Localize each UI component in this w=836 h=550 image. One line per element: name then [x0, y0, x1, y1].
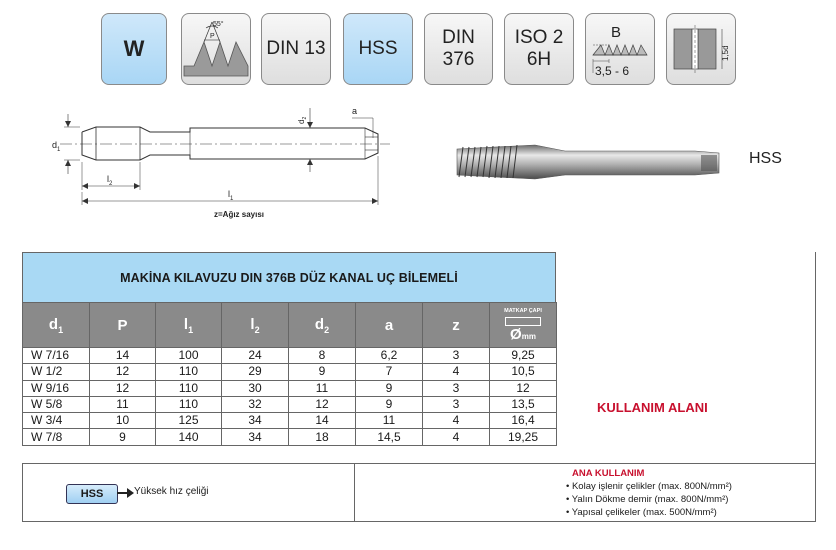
photo-label: HSS — [749, 150, 782, 167]
header-l1: $l_1$ — [156, 303, 222, 348]
badge-din13 — [261, 13, 331, 85]
header-a: a — [356, 303, 423, 348]
chamfer-type: B — [611, 24, 622, 41]
depth-icon — [668, 15, 734, 83]
table-cell: 12 — [289, 396, 356, 412]
table-cell: 9 — [356, 396, 423, 412]
badge-line1: ISO 2 — [514, 27, 564, 48]
drill-unit: mm — [521, 331, 536, 341]
pitch-label: P — [210, 33, 215, 40]
svg-text:l2 — [107, 174, 113, 187]
arrow-head-icon — [127, 488, 134, 498]
badge-thread-w — [101, 13, 167, 85]
table-cell: 4 — [423, 364, 490, 380]
badge-line2: 376 — [442, 49, 475, 70]
chamfer-range: 3,5 - 6 — [595, 64, 630, 78]
table-cell: 100 — [156, 348, 222, 364]
header-d1: $d_1$ — [23, 303, 90, 348]
table-cell: 16,4 — [490, 413, 557, 429]
svg-text:d1 — [52, 140, 61, 153]
header-p: P — [90, 303, 156, 348]
table-cell: 30 — [222, 380, 289, 396]
table-cell: 110 — [156, 380, 222, 396]
l2-label: l — [107, 174, 109, 184]
table-cell: 3 — [423, 396, 490, 412]
svg-text:d2 — [297, 117, 308, 124]
table-cell: 19,25 — [490, 429, 557, 445]
header-l2: $l_2$ — [222, 303, 289, 348]
tap-product-photo — [455, 125, 720, 195]
d1-label: d — [52, 140, 58, 150]
badge-din376 — [424, 13, 493, 85]
table-cell: W 7/16 — [23, 348, 90, 364]
badge-label: DIN 13 — [266, 38, 326, 59]
table-cell: 11 — [90, 396, 156, 412]
badge-depth — [666, 13, 736, 85]
table-cell: 14 — [90, 348, 156, 364]
table-row — [23, 380, 557, 396]
table-row — [23, 429, 557, 445]
table-cell: 12 — [90, 380, 156, 396]
table-cell: 7 — [356, 364, 423, 380]
table-cell: 9 — [90, 429, 156, 445]
table-cell: 10,5 — [490, 364, 557, 380]
d1-sub: 1 — [57, 147, 61, 153]
list-item: • Yapısal çelikeler (max. 500N/mm²) — [566, 506, 732, 519]
list-item: • Yalın Dökme demir (max. 800N/mm²) — [566, 493, 732, 506]
table-cell: 140 — [156, 429, 222, 445]
table-cell: 12 — [90, 364, 156, 380]
table-cell: 12 — [490, 380, 557, 396]
table-cell: 9 — [289, 364, 356, 380]
table-cell: 9,25 — [490, 348, 557, 364]
table-cell: 34 — [222, 429, 289, 445]
table-cell: 14 — [289, 413, 356, 429]
l2-sub: 2 — [109, 181, 113, 187]
depth-label: 1,5d — [721, 45, 730, 61]
svg-text:l1 — [228, 189, 234, 202]
table-cell: 8 — [289, 348, 356, 364]
badge-label: HSS — [358, 38, 398, 59]
table-cell: 9 — [356, 380, 423, 396]
table-cell: 13,5 — [490, 396, 557, 412]
header-z: z — [423, 303, 490, 348]
table-row — [23, 396, 557, 412]
chamfer-icon — [587, 15, 653, 83]
main-usage-title: ANA KULLANIM — [572, 468, 645, 479]
a-label: a — [352, 106, 358, 116]
table-cell: 4 — [423, 413, 490, 429]
d2-sub: 2 — [302, 116, 308, 120]
angle-label: 55° — [213, 21, 224, 28]
list-item: • Kolay işlenir çelikler (max. 800N/mm²) — [566, 480, 732, 493]
hss-legend-chip: HSS — [66, 484, 118, 504]
main-usage-list — [566, 480, 732, 519]
tap-technical-drawing — [40, 100, 400, 230]
spec-table — [22, 302, 557, 446]
table-cell: W 3/4 — [23, 413, 90, 429]
table-cell: W 7/8 — [23, 429, 90, 445]
table-cell: 29 — [222, 364, 289, 380]
badge-chamfer — [585, 13, 655, 85]
table-cell: 110 — [156, 364, 222, 380]
drill-header-title: MATKAP ÇAPI — [504, 307, 542, 314]
table-cell: 3 — [423, 348, 490, 364]
legend-text: Yüksek hız çeliği — [134, 486, 209, 497]
l1-sub: 1 — [230, 196, 234, 202]
badge-hss — [343, 13, 413, 85]
table-cell: W 1/2 — [23, 364, 90, 380]
table-cell: 14,5 — [356, 429, 423, 445]
table-cell: 11 — [289, 380, 356, 396]
header-d2: $d_2$ — [289, 303, 356, 348]
table-cell: 3 — [423, 380, 490, 396]
thread-profile-icon — [182, 14, 250, 84]
d2-label: d — [297, 119, 306, 124]
badge-label: W — [123, 36, 145, 61]
table-row — [23, 348, 557, 364]
badge-thread-profile — [181, 13, 251, 85]
table-cell: W 5/8 — [23, 396, 90, 412]
table-cell: 18 — [289, 429, 356, 445]
table-cell: 10 — [90, 413, 156, 429]
table-row — [23, 413, 557, 429]
table-cell: 6,2 — [356, 348, 423, 364]
table-cell: 24 — [222, 348, 289, 364]
l1-label: l — [228, 189, 230, 199]
table-cell: W 9/16 — [23, 380, 90, 396]
table-header-row — [23, 303, 557, 348]
drawing-caption: z=Ağız sayısı — [214, 210, 265, 219]
table-title: MAKİNA KILAVUZU DIN 376B DÜZ KANAL UÇ BİLEMELİ — [22, 252, 556, 303]
drill-diagram-icon — [505, 317, 541, 326]
usage-panel — [555, 252, 816, 464]
table-cell: 110 — [156, 396, 222, 412]
table-cell: 125 — [156, 413, 222, 429]
header-drill-diameter — [490, 303, 557, 348]
table-cell: 34 — [222, 413, 289, 429]
diameter-icon: Ømm — [510, 325, 536, 343]
usage-area-title: KULLANIM ALANI — [597, 400, 708, 415]
table-cell: 4 — [423, 429, 490, 445]
badge-line2: 6H — [526, 49, 552, 70]
badge-line1: DIN — [442, 27, 475, 48]
table-row — [23, 364, 557, 380]
badge-iso — [504, 13, 574, 85]
table-cell: 32 — [222, 396, 289, 412]
table-cell: 11 — [356, 413, 423, 429]
